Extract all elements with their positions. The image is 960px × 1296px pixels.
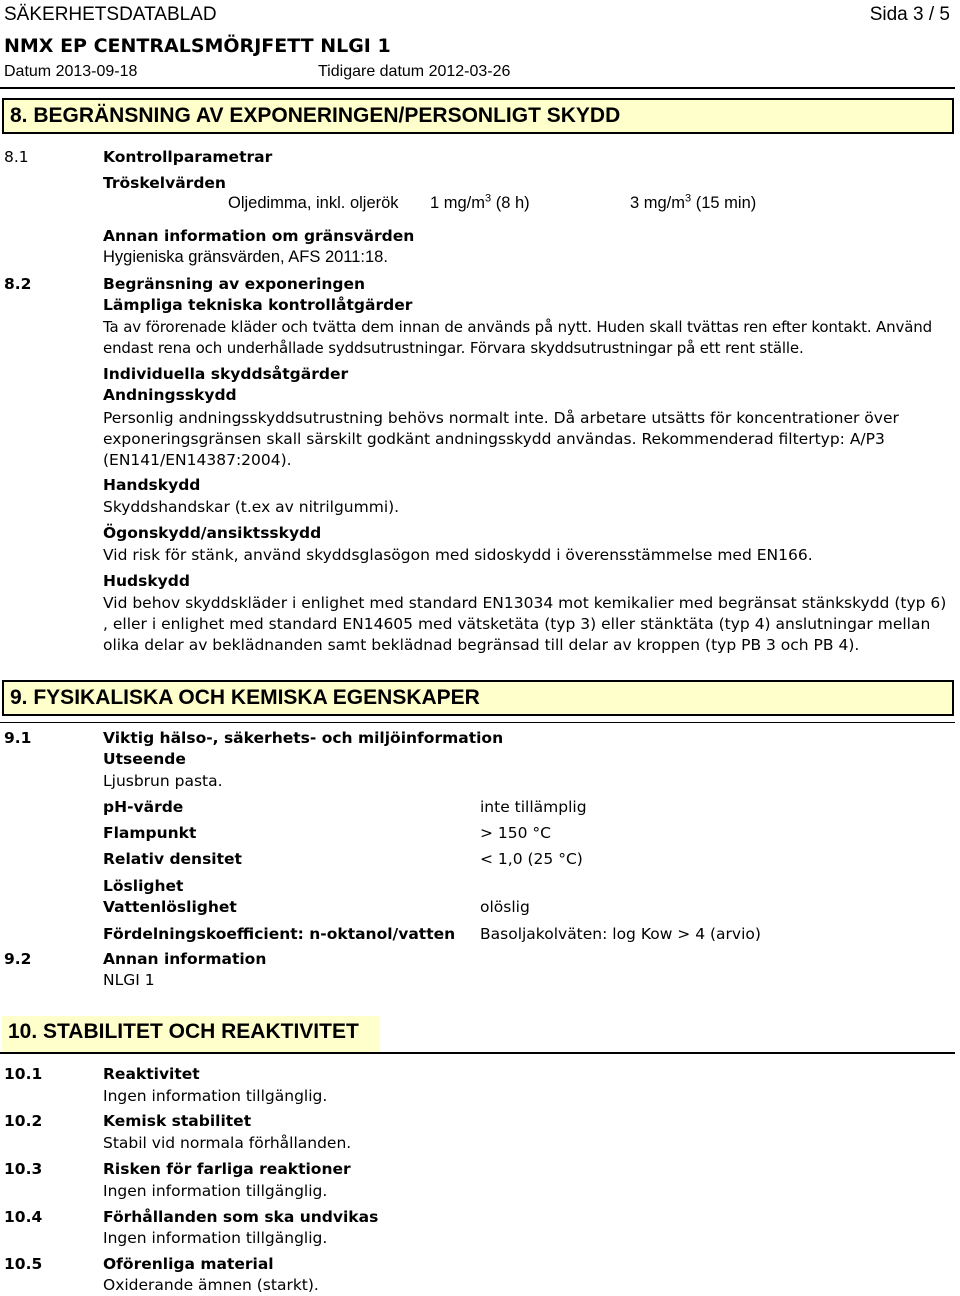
s10-item-text: Ingen information tillgänglig. xyxy=(103,1087,328,1105)
property-label: Löslighet xyxy=(103,877,184,895)
skin-text: Vid behov skyddskläder i enlighet med standard EN13034 mot kemikalier med begränsat stänkskydd (typ 6) , eller i enlighet med standard EN14605 med vätsketäta (typ 3) eller stänktäta (typ 4) anslutningar mellan olika delar av beklädnanden samt beklädnad begränsad till delar av kroppen (typ PB 3 och PB 4). xyxy=(103,594,947,654)
s10-item-title: Kemisk stabilitet xyxy=(103,1112,252,1130)
s10-item-title: Förhållanden som ska undvikas xyxy=(103,1208,379,1226)
property-value: inte tillämplig xyxy=(480,798,587,816)
property-label: pH-värde xyxy=(103,798,184,816)
s91-title: Viktig hälso-, säkerhets- och miljöinformation xyxy=(103,729,504,747)
s10-item-title: Risken för farliga reaktioner xyxy=(103,1160,351,1178)
section-10-divider xyxy=(0,1052,955,1054)
section-10-header xyxy=(2,1016,380,1052)
document-date: Datum 2013-09-18 xyxy=(4,63,138,80)
section-10-title: 10. STABILITET OCH REAKTIVITET xyxy=(8,1020,359,1043)
s10-item-text: Stabil vid normala förhållanden. xyxy=(103,1134,352,1152)
s92-number: 9.2 xyxy=(4,950,32,968)
s91-number: 9.1 xyxy=(4,729,32,747)
property-label: Relativ densitet xyxy=(103,850,242,868)
other-info-heading: Annan information om gränsvärden xyxy=(103,227,415,245)
s82-title: Begränsning av exponeringen xyxy=(103,275,366,293)
section-9-divider xyxy=(0,722,955,723)
section-8-header xyxy=(2,98,954,134)
eye-heading: Ögonskydd/ansiktsskydd xyxy=(103,524,322,542)
page-number: Sida 3 / 5 xyxy=(869,4,950,25)
s81-title: Kontrollparametrar xyxy=(103,148,273,166)
s10-item-number: 10.5 xyxy=(4,1255,43,1273)
s10-item-number: 10.4 xyxy=(4,1208,43,1226)
threshold-stel: 3 $mg/m^3$ (15 min) xyxy=(630,192,757,212)
section-9-title: 9. FYSIKALISKA OCH KEMISKA EGENSKAPER xyxy=(10,686,480,709)
hand-heading: Handskydd xyxy=(103,476,201,494)
resp-heading: Andningsskydd xyxy=(103,386,237,404)
header-divider xyxy=(0,87,955,89)
s10-item-number: 10.1 xyxy=(4,1065,43,1083)
hand-text: Skyddshandskar (t.ex av nitrilgummi). xyxy=(103,498,400,516)
s10-item-number: 10.2 xyxy=(4,1112,43,1130)
property-label: Vattenlöslighet xyxy=(103,898,237,916)
appearance-text: Ljusbrun pasta. xyxy=(103,772,223,790)
property-value: > 150 °C xyxy=(480,824,551,842)
document-title: SÄKERHETSDATABLAD xyxy=(4,4,217,25)
individual-heading: Individuella skyddsåtgärder xyxy=(103,365,349,383)
property-value: < 1,0 (25 °C) xyxy=(480,850,583,868)
skin-heading: Hudskydd xyxy=(103,572,190,590)
s82-number: 8.2 xyxy=(4,275,32,293)
s92-title: Annan information xyxy=(103,950,267,968)
threshold-twa: 1 $mg/m^3$ (8 h) xyxy=(430,192,530,212)
s10-item-text: Oxiderande ämnen (starkt). xyxy=(103,1276,319,1294)
previous-date: Tidigare datum 2012-03-26 xyxy=(318,63,511,80)
s10-item-title: Reaktivitet xyxy=(103,1065,200,1083)
tech-text: Ta av förorenade kläder och tvätta dem innan de används på nytt. Huden skall tvättas ren efter kontakt. Använd endast rena och underhållade syddsutrustningar. Förvara skyddsutrustningar på ett rent ställe. xyxy=(103,318,933,357)
product-name: NMX EP CENTRALSMÖRJFETT NLGI 1 xyxy=(4,35,391,57)
property-label: Flampunkt xyxy=(103,824,197,842)
s10-item-text: Ingen information tillgänglig. xyxy=(103,1182,328,1200)
section-8-title: 8. BEGRÄNSNING AV EXPONERINGEN/PERSONLIGT SKYDD xyxy=(10,104,621,127)
resp-text: Personlig andningsskyddsutrustning behövs normalt inte. Då arbetare utsätts för koncentrationer över exponeringsgränsen skall särskilt godkänt andningsskydd användas. Rekommenderad filtertyp: A/P3 (EN141/EN14387:2004). xyxy=(103,409,899,469)
s10-item-title: Oförenliga material xyxy=(103,1255,274,1273)
section-9-header xyxy=(2,680,954,716)
eye-text: Vid risk för stänk, använd skyddsglasögon med sidoskydd i överensstämmelse med EN166. xyxy=(103,546,813,564)
s10-item-number: 10.3 xyxy=(4,1160,43,1178)
other-info-text: Hygieniska gränsvärden, AFS 2011:18. xyxy=(103,248,388,266)
appearance-heading: Utseende xyxy=(103,750,186,768)
property-value: olöslig xyxy=(480,898,530,916)
s92-text: NLGI 1 xyxy=(103,971,155,989)
threshold-substance: Oljedimma, inkl. oljerök xyxy=(228,194,399,212)
s81-number: 8.1 xyxy=(4,148,29,166)
threshold-heading: Tröskelvärden xyxy=(103,174,226,192)
s10-item-text: Ingen information tillgänglig. xyxy=(103,1229,328,1247)
tech-heading: Lämpliga tekniska kontrollåtgärder xyxy=(103,296,413,314)
property-value: Basoljakolväten: log Kow > 4 (arvio) xyxy=(480,925,761,943)
property-label: Fördelningskoefficient: n-oktanol/vatten xyxy=(103,925,456,943)
